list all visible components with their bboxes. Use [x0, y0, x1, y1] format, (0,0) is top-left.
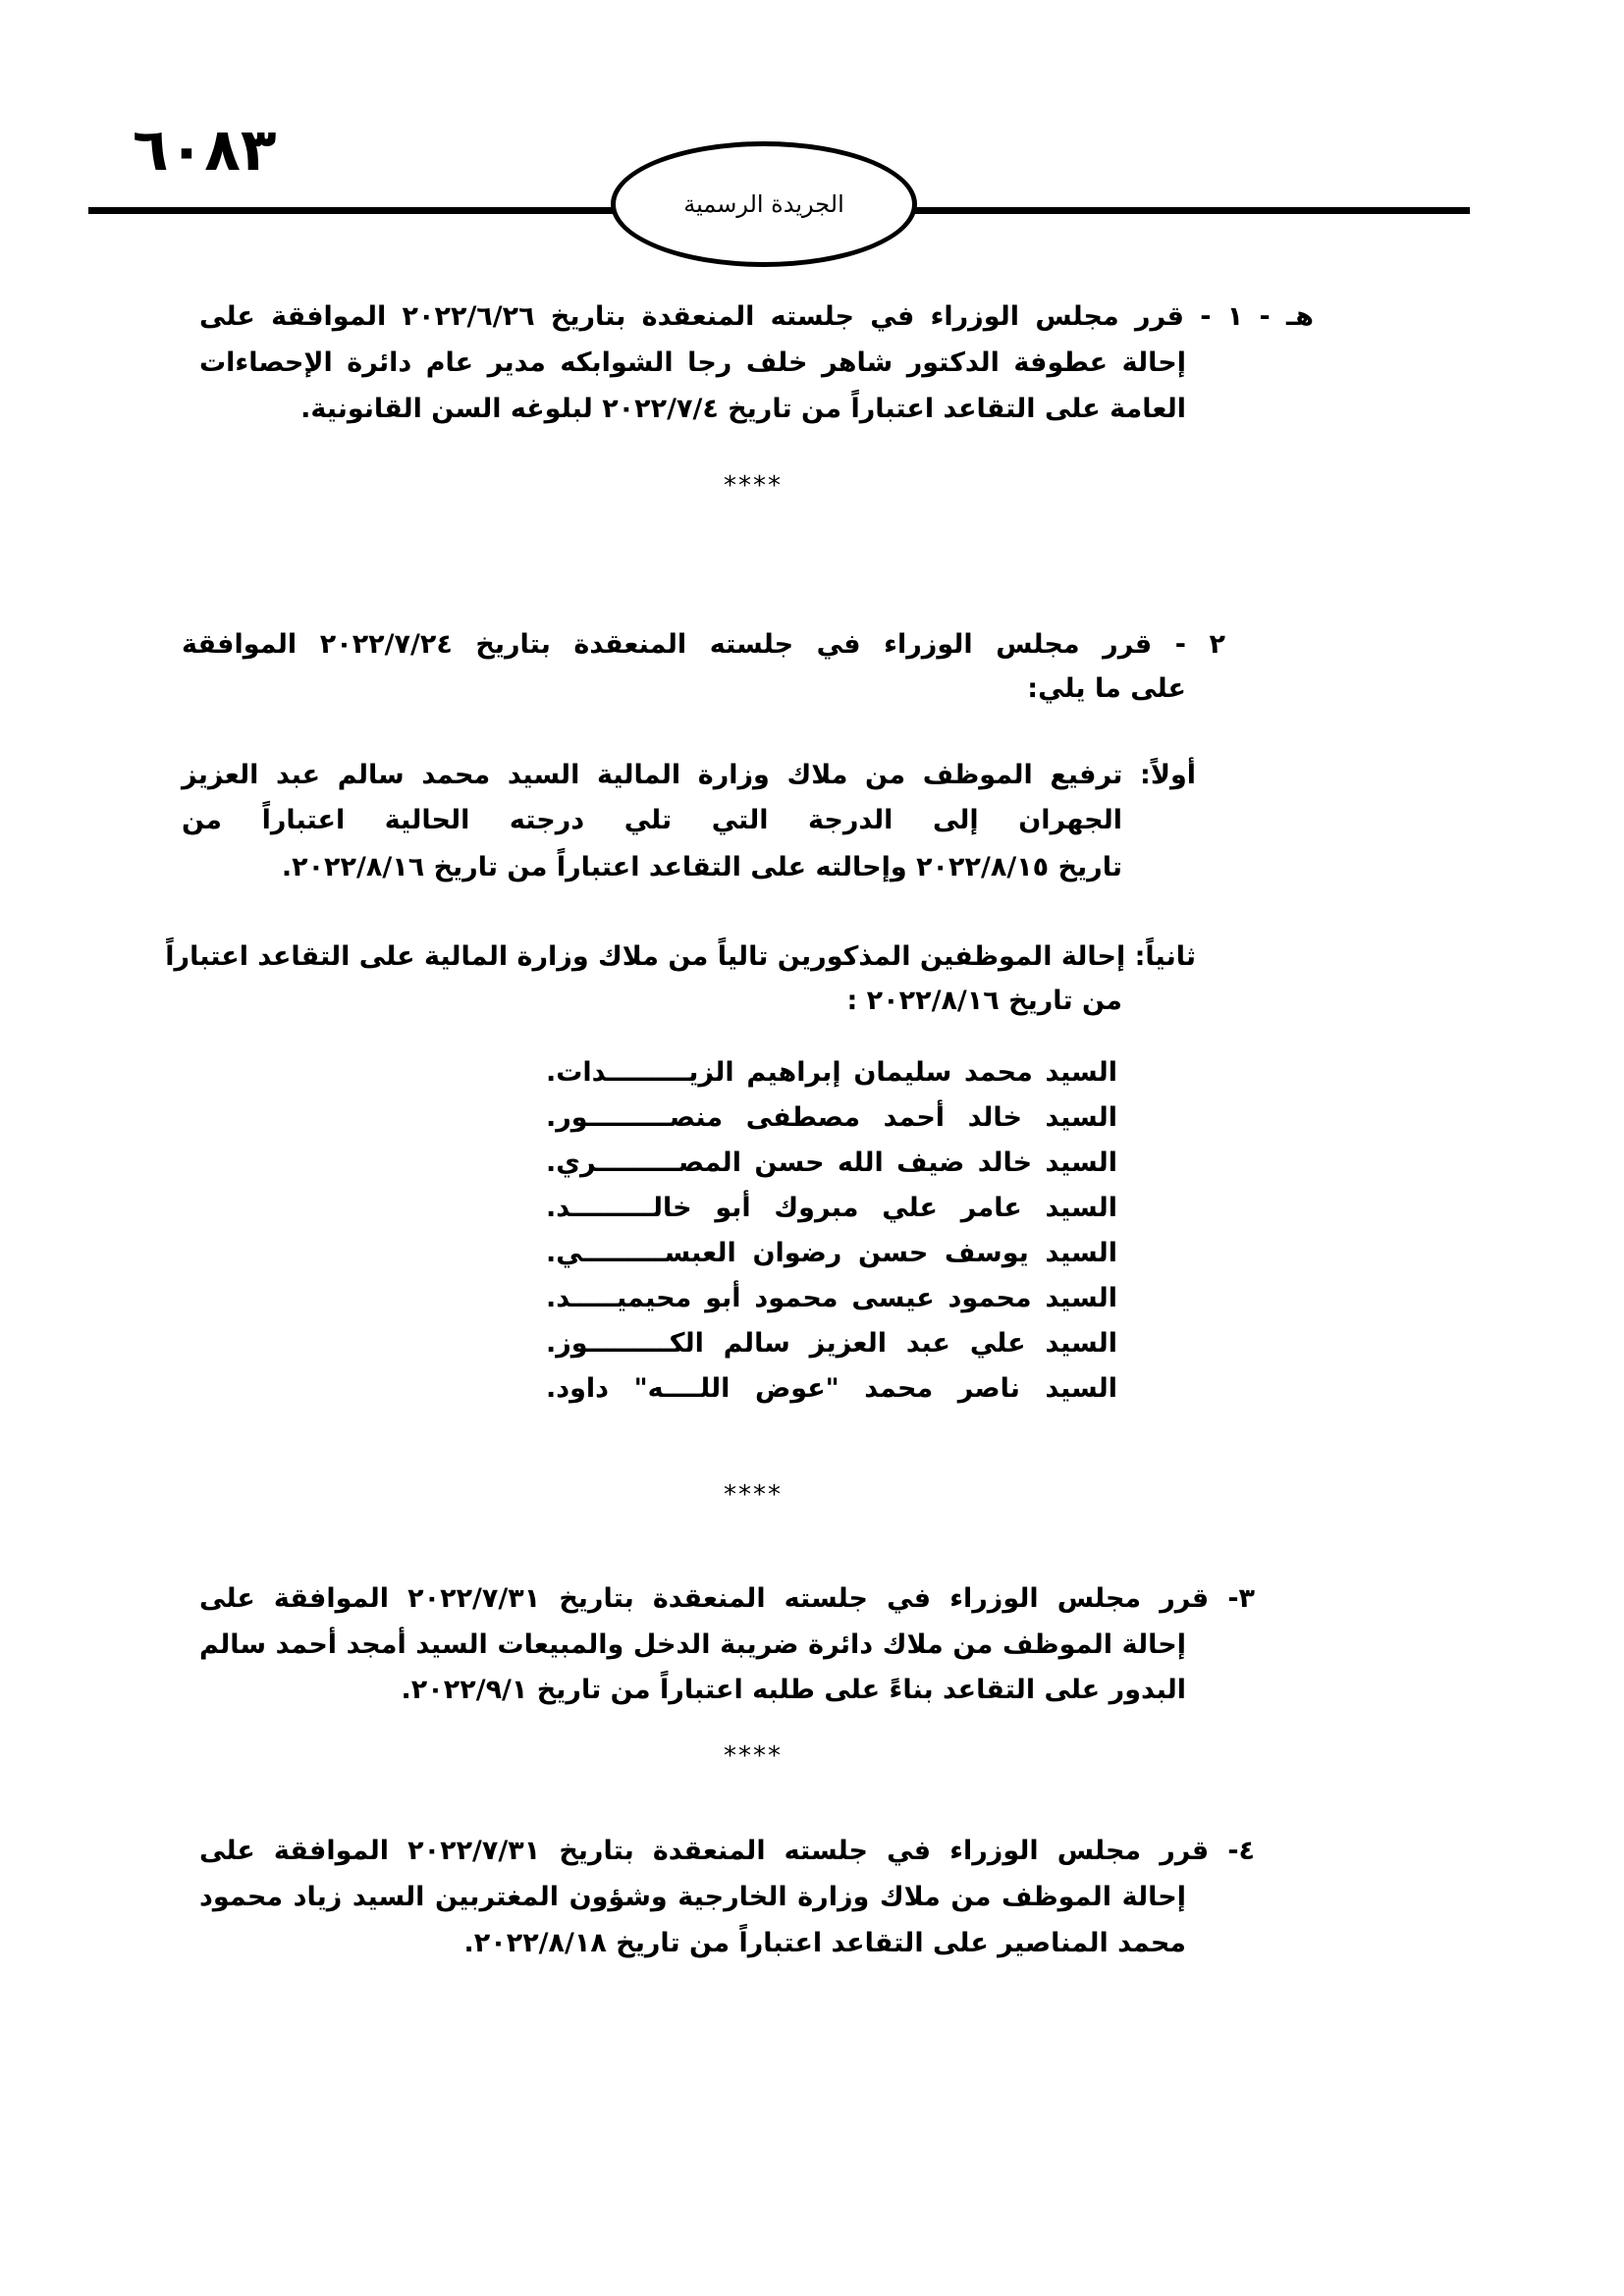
section1-line: إحالة عطوفة الدكتور شاهر خلف رجا الشوابكه مدير عام دائرة الإحصاءات: [199, 347, 1186, 378]
second-clause-line: ثانياً: إحالة الموظفين المذكورين تالياً من ملاك وزارة المالية على التقاعد اعتباراً: [165, 941, 1196, 972]
section1-line: هـ - ١ - قرر مجلس الوزراء في جلسته المنعقدة بتاريخ ٢٠٢٢/٦/٢٦ الموافقة على: [199, 301, 1314, 332]
second-clause-line: من تاريخ ٢٠٢٢/٨/١٦ :: [846, 986, 1122, 1016]
name-item: السيد محمود عيسى محمود أبو محيميـــــد.: [546, 1283, 1117, 1313]
section3-line: ٣- قرر مجلس الوزراء في جلسته المنعقدة بتاريخ ٢٠٢٢/٧/٣١ الموافقة على: [199, 1583, 1256, 1614]
page-number: ٦٠٨٣: [133, 116, 277, 185]
name-item: السيد خالد ضيف الله حسن المصـــــــــري.: [546, 1148, 1117, 1178]
name-item: السيد يوسف حسن رضوان العبســـــــــي.: [546, 1238, 1117, 1268]
section3-line: إحالة الموظف من ملاك دائرة ضريبة الدخل والمبيعات السيد أمجد أحمد سالم: [199, 1629, 1186, 1660]
section4-line: ٤- قرر مجلس الوزراء في جلسته المنعقدة بتاريخ ٢٠٢٢/٧/٣١ الموافقة على: [199, 1836, 1256, 1866]
name-item: السيد علي عبد العزيز سالم الكـــــــــوز.: [546, 1328, 1117, 1359]
section3-line: البدور على التقاعد بناءً على طلبه اعتباراً من تاريخ ٢٠٢٢/٩/١.: [401, 1675, 1186, 1705]
first-clause-line: الجهران إلى الدرجة التي تلي درجته الحالية اعتباراً من: [182, 805, 1122, 835]
section4-line: إحالة الموظف من ملاك وزارة الخارجية وشؤون المغتربين السيد زياد محمود: [199, 1882, 1186, 1912]
name-item: السيد ناصر محمد "عوض اللــــه" داود.: [546, 1373, 1117, 1404]
name-item: السيد محمد سليمان إبراهيم الزيـــــــــدات.: [546, 1057, 1117, 1088]
separator: ****: [724, 1480, 783, 1510]
first-clause-line: أولاً: ترفيع الموظف من ملاك وزارة المالية السيد محمد سالم عبد العزيز: [182, 760, 1196, 790]
section1-line: العامة على التقاعد اعتباراً من تاريخ ٢٠٢٢/٧/٤ لبلوغه السن القانونية.: [300, 394, 1186, 424]
separator: ****: [724, 471, 783, 501]
name-item: السيد عامر علي مبروك أبو خالـــــــــد.: [546, 1193, 1117, 1223]
first-clause-line: تاريخ ٢٠٢٢/٨/١٥ وإحالته على التقاعد اعتباراً من تاريخ ٢٠٢٢/٨/١٦.: [281, 852, 1122, 882]
separator: ****: [724, 1741, 783, 1771]
name-item: السيد خالد أحمد مصطفى منصـــــــــور.: [546, 1102, 1117, 1133]
header-oval: [611, 141, 917, 267]
gazette-title: الجريدة الرسمية: [683, 190, 844, 218]
section2-line: على ما يلي:: [1027, 673, 1186, 704]
section2-line: ٢ - قرر مجلس الوزراء في جلسته المنعقدة بتاريخ ٢٠٢٢/٧/٢٤ الموافقة: [182, 629, 1225, 660]
section4-line: محمد المناصير على التقاعد اعتباراً من تاريخ ٢٠٢٢/٨/١٨.: [463, 1928, 1186, 1958]
